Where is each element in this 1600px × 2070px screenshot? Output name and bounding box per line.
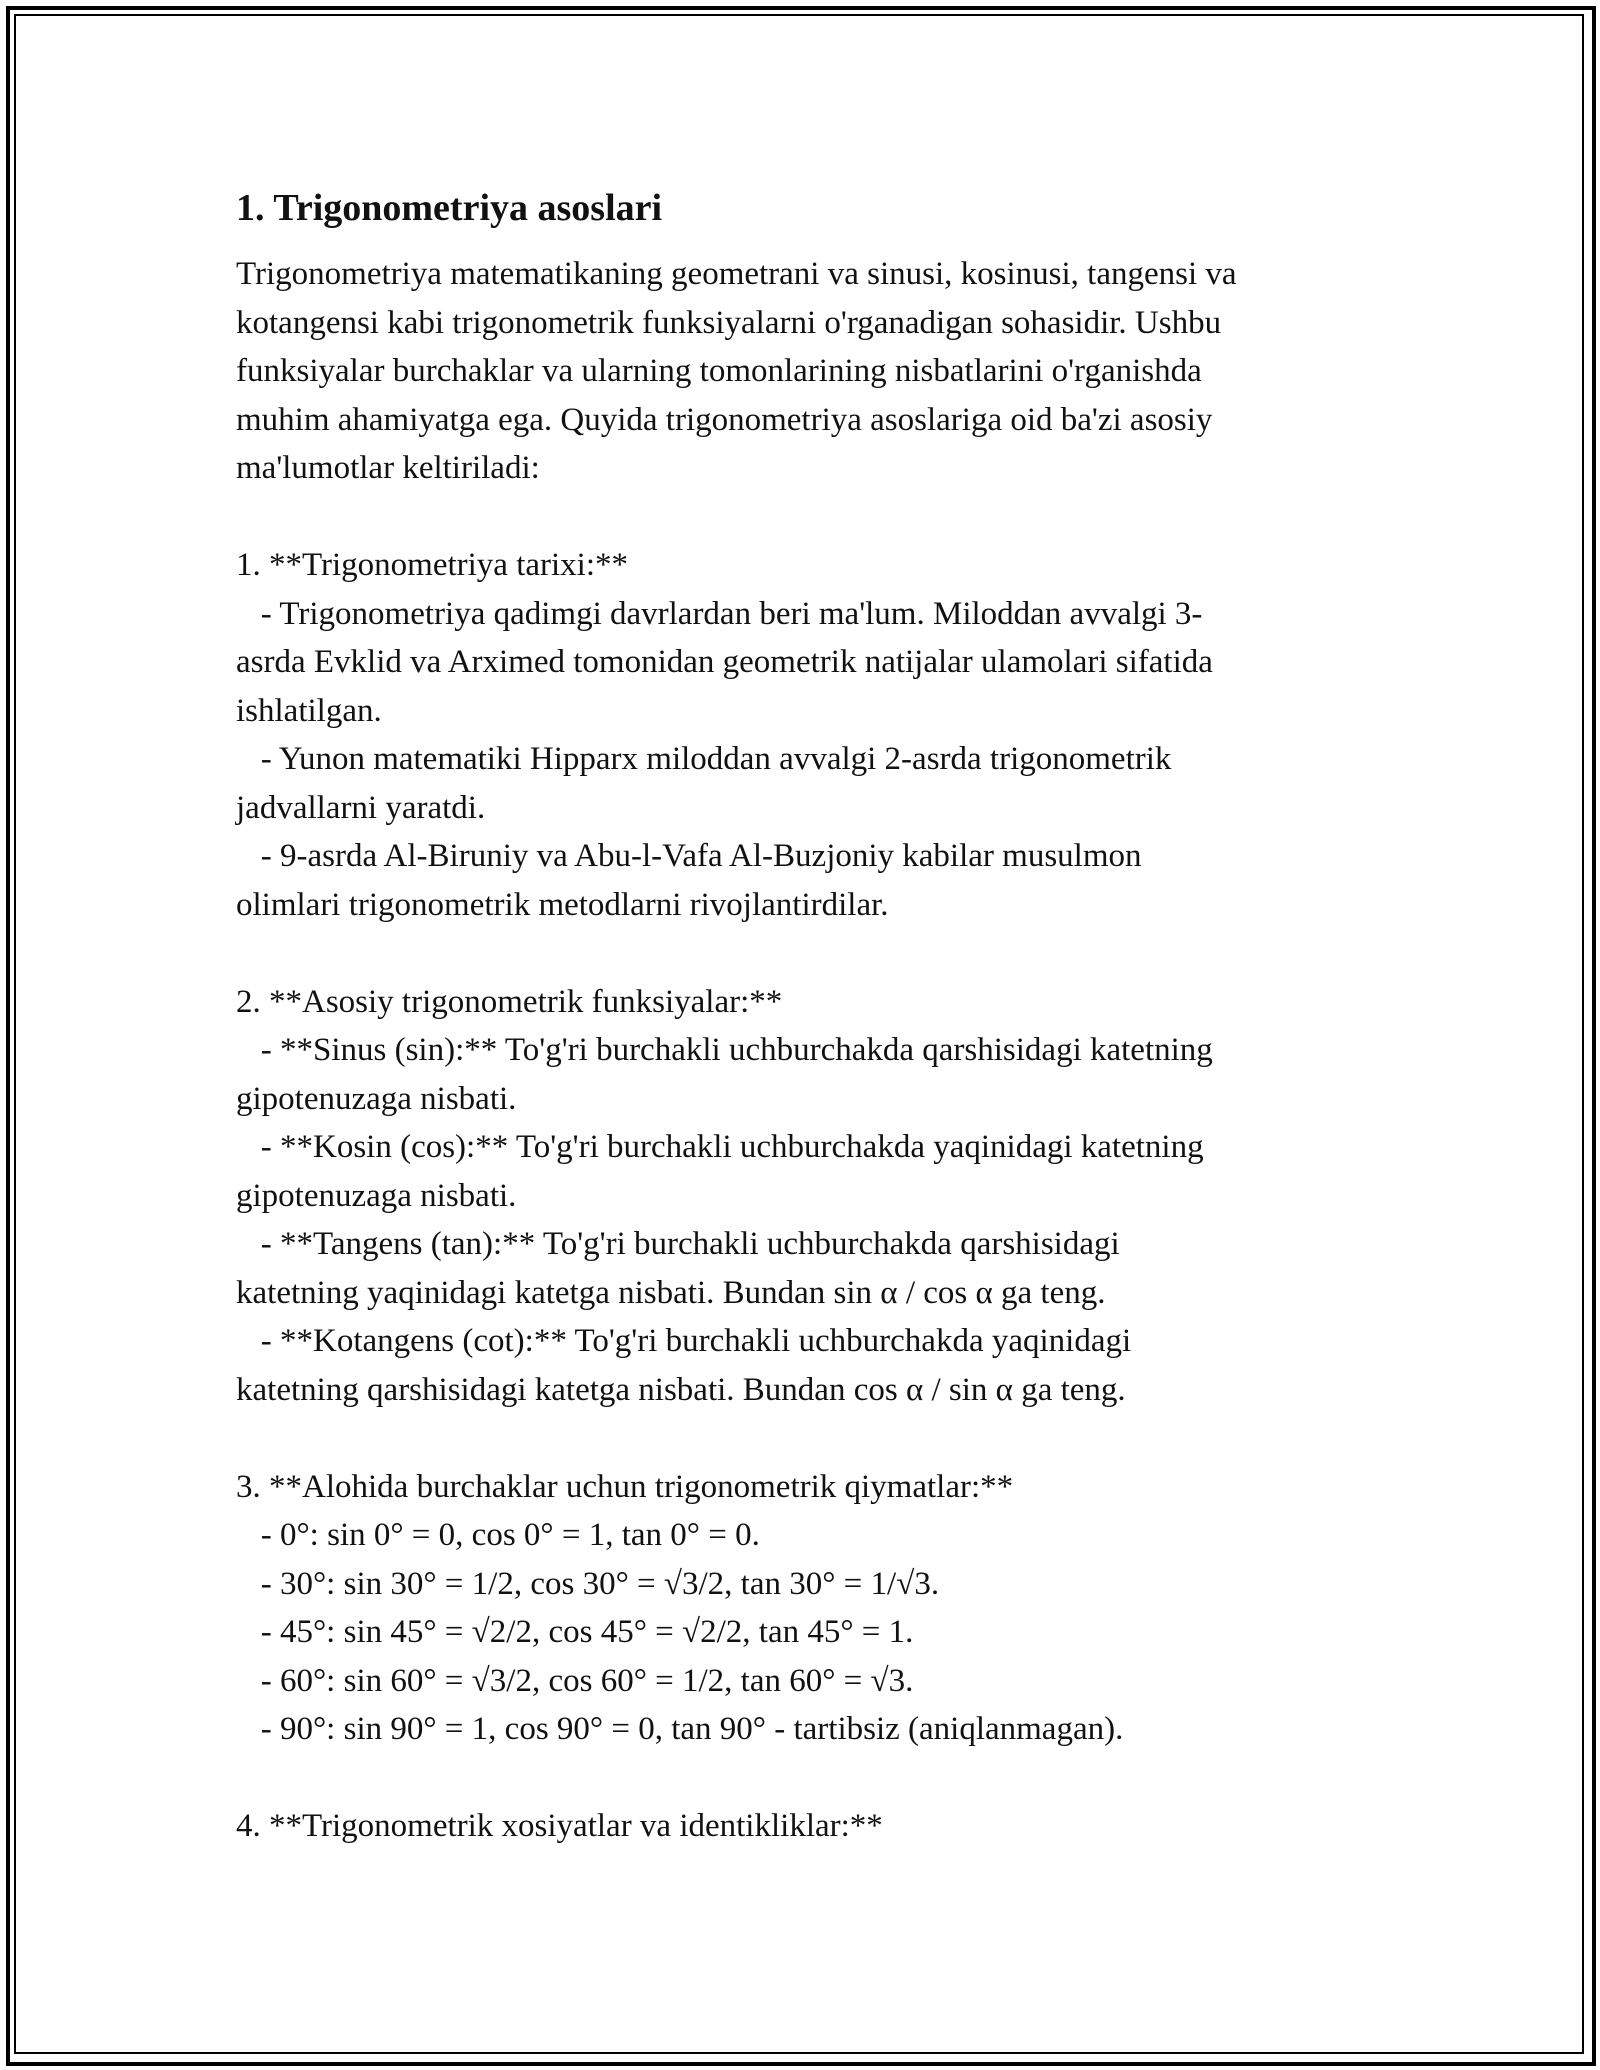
- document-content: [236, 184, 1366, 1851]
- document-heading: 1. Trigonometriya asoslari: [236, 187, 663, 229]
- document-body: Trigonometriya matematikaning geometrani va sinusi, kosinusi, tangensi va kotangensi kabi trigonometrik funksiyalarni o'rganadigan sohasidir. Ushbu funksiyalar burchaklar va ularning tomonlarining nisbatlarini o'rganishda muhim ahamiyatga ega. Quyida trigonometriya asoslariga oid ba'zi asosiy ma'lumotlar keltiriladi: 1. **Trigonometriya tarixi:** - Trigonometriya qadimgi davrlardan beri ma'lum. Miloddan avvalgi 3- asrda Evklid va Arximed tomonidan geometrik natijalar ulamolari sifatida ishlatilgan. - Yunon matematiki Hipparx miloddan avvalgi 2-asrda trigonometrik jadvallarni yaratdi. - 9-asrda Al-Biruniy va Abu-l-Vafa Al-Buzjoniy kabilar musulmon olimlari trigonometrik metodlarni rivojlantirdilar. 2. **Asosiy trigonometrik funksiyalar:** - **Sinus (sin):** To'g'ri burchakli uchburchakda qarshisidagi katetning gipotenuzaga nisbati. - **Kosin (cos):** To'g'ri burchakli uchburchakda yaqinidagi katetning gipotenuzaga nisbati. - **Tangens (tan):** To'g'ri burchakli uchburchakda qarshisidagi katetning yaqinidagi katetga nisbati. Bundan sin α / cos α ga teng. - **Kotangens (cot):** To'g'ri burchakli uchburchakda yaqinidagi katetning qarshisidagi katetga nisbati. Bundan cos α / sin α ga teng. 3. **Alohida burchaklar uchun trigonometrik qiymatlar:** - 0°: sin 0° = 0, cos 0° = 1, tan 0° = 0. - 30°: sin 30° = 1/2, cos 30° = √3/2, tan 30° = 1/√3. - 45°: sin 45° = √2/2, cos 45° = √2/2, tan 45° = 1. - 60°: sin 60° = √3/2, cos 60° = 1/2, tan 60° = √3. - 90°: sin 90° = 1, cos 90° = 0, tan 90° - tartibsiz (aniqlanmagan). 4. **Trigonometrik xosiyatlar va identikliklar:**: [236, 256, 1237, 1844]
